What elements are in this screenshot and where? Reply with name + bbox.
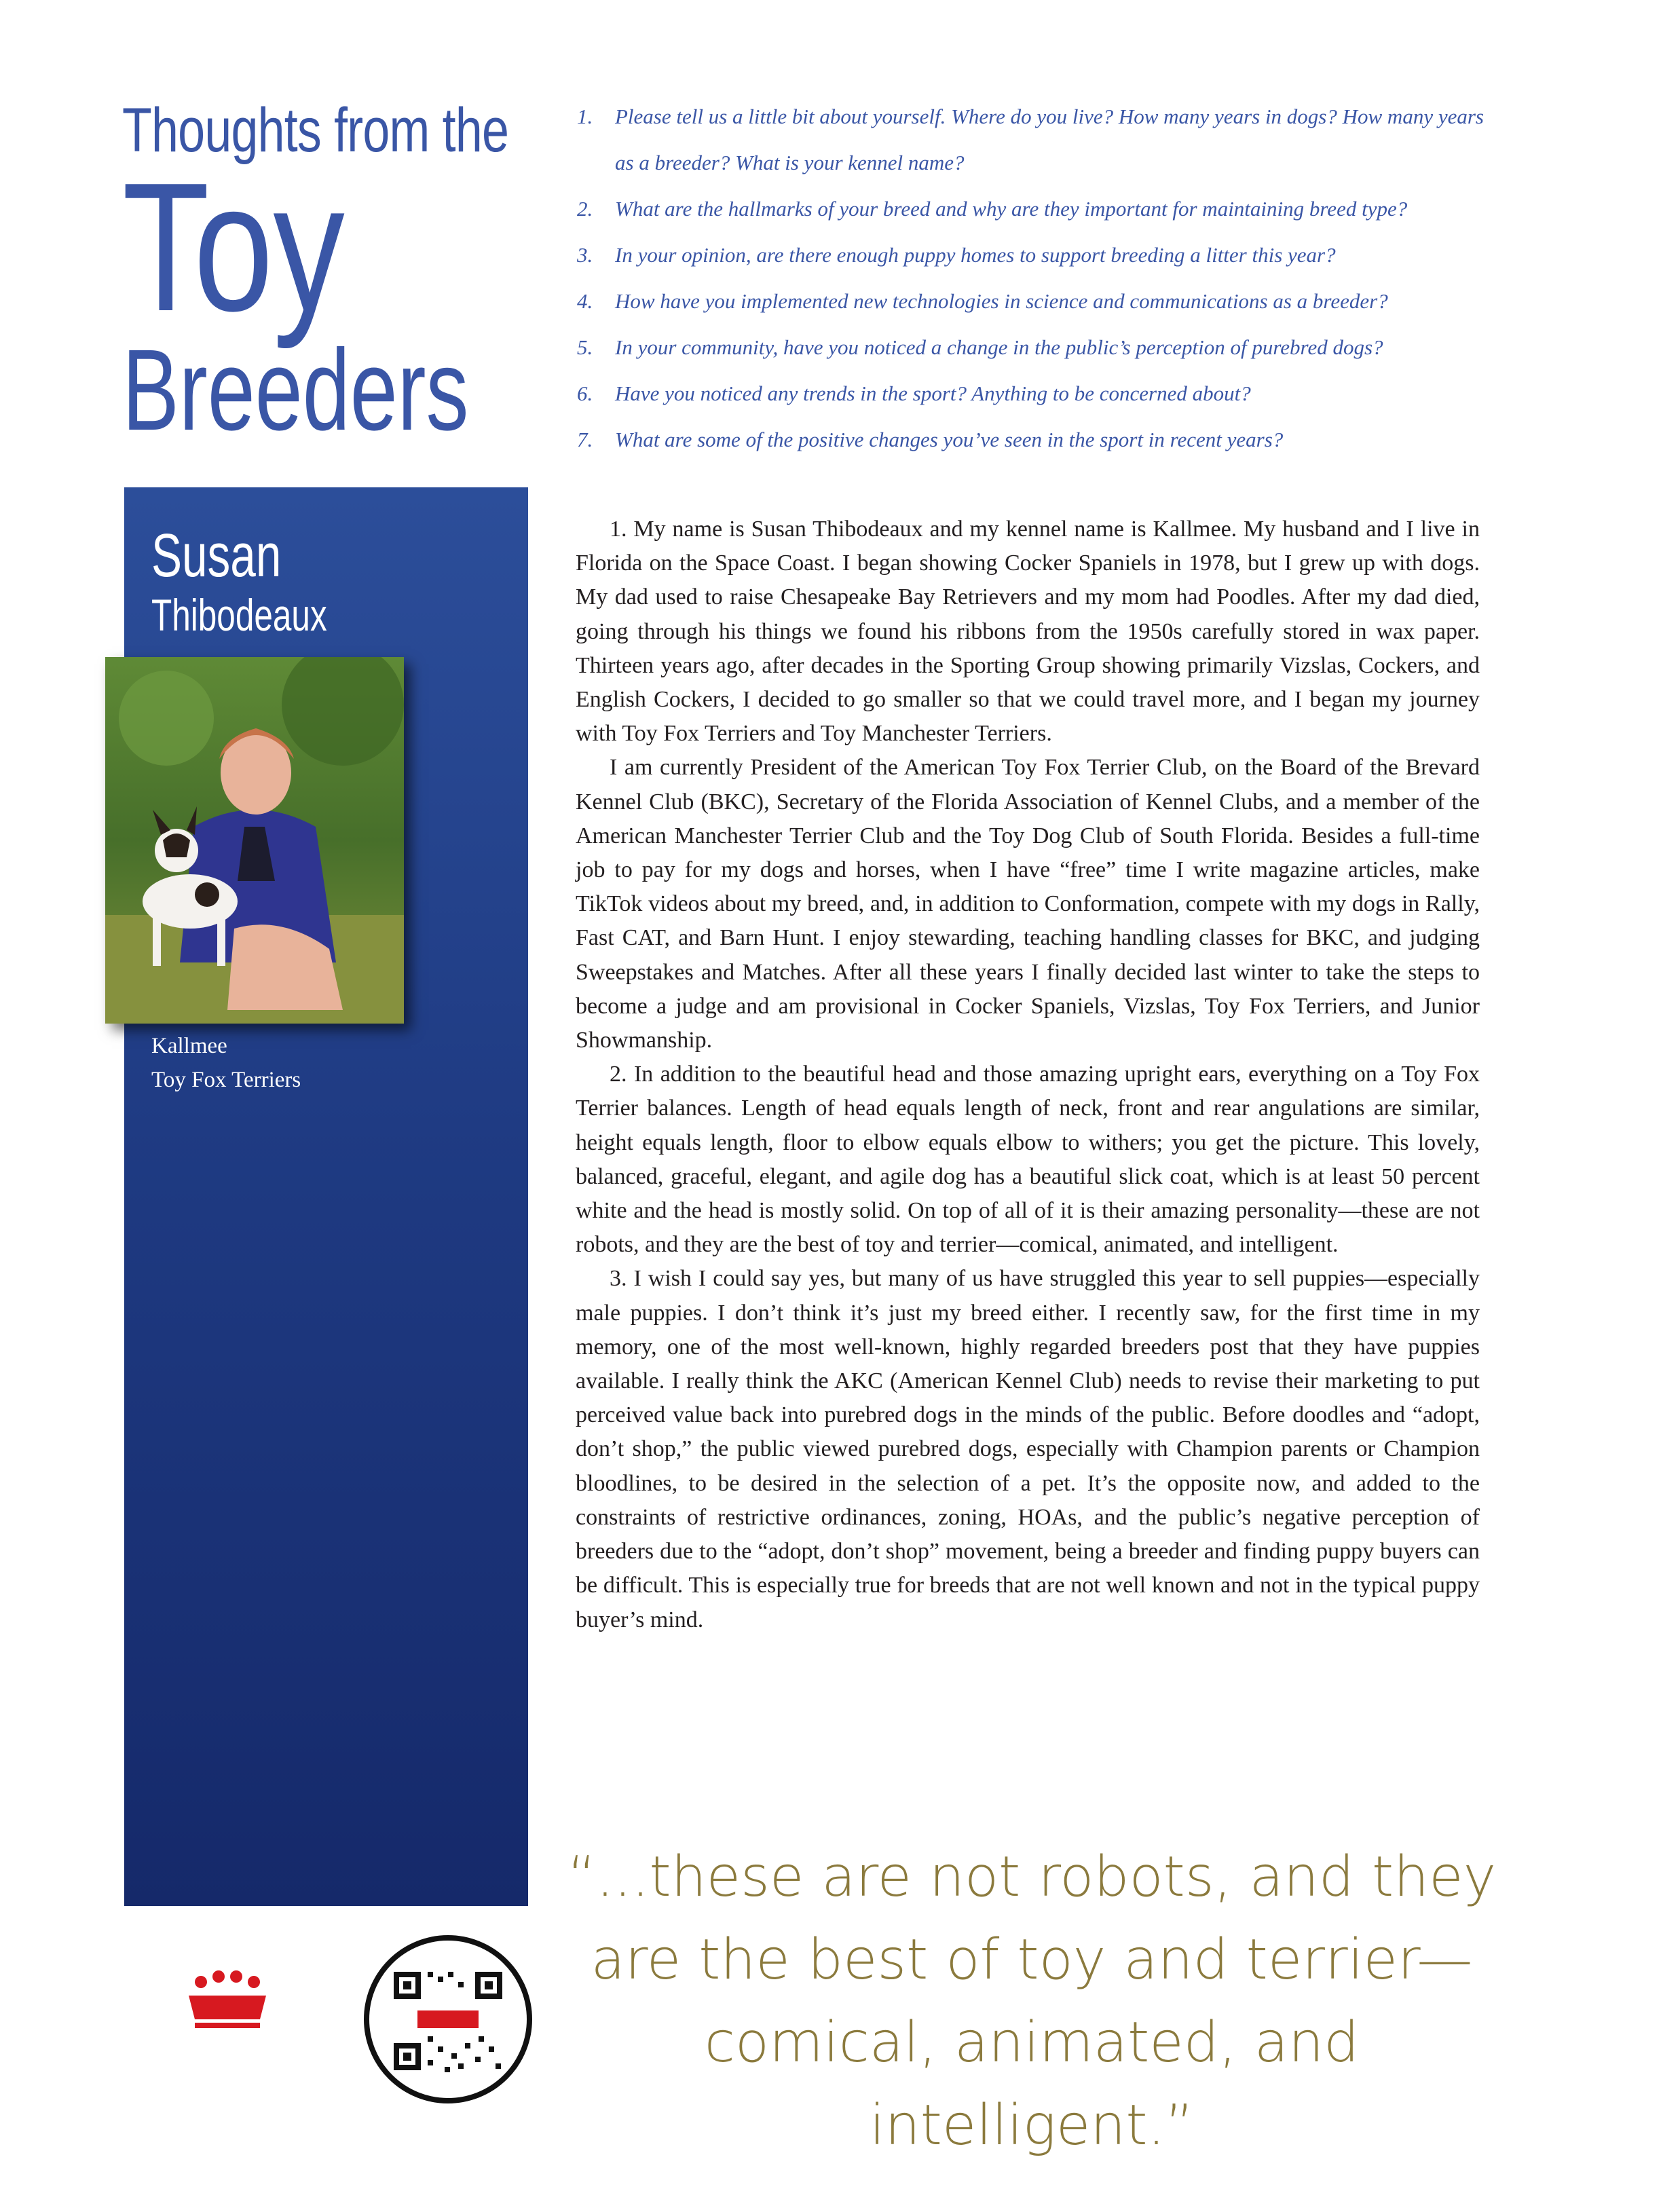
question-text: How have you implemented new technologies in science and communications as a breeder? [615,289,1388,313]
article-paragraph: I am currently President of the American Toy Fox Terrier Club, on the Board of the Brevard Kennel Club (BKC), Secretary of the Florida Association of Kennel Clubs, and a member of the American Manchester Terrier Club and the Toy Dog Club of South Florida. Besides a full-time job to pay for my dogs and horses, when I have “free” time I write magazine articles, make TikTok videos about my breed, and, in addition to Conformation, compete with my dogs in Rally, Fast CAT, and Barn Hunt. I enjoy stewarding, teaching handling classes for BKC, and judging Sweepstakes and Matches. After all these years I finally decided last winter to take the steps to become a judge and am provisional in Cocker Spaniels, Vizslas, Toy Fox Terriers, and Junior Showmanship. [576,755,1480,1053]
question-item [577,232,1487,278]
question-text: In your community, have you noticed a change in the public’s perception of purebred dogs? [615,335,1383,359]
question-item [577,324,1487,371]
question-number: 6. [577,381,593,405]
question-number: 5. [577,335,593,359]
questions-list [577,94,1487,463]
question-text: What are the hallmarks of your breed and why are they important for maintaining breed type? [615,197,1408,221]
title-line-2: Toy [122,145,345,350]
pull-quote [557,1836,1507,2167]
article-paragraph: 1. My name is Susan Thibodeaux and my kennel name is Kallmee. My husband and I live in Florida on the Space Coast. I began showing Cocker Spaniels in 1978, but I grew up with dogs. My dad used to raise Chesapeake Bay Retrievers and my mom had Poodles. After my dad died, going through his things we found his ribbons from the 1950s carefully stored in wax paper. Thirteen years ago, after decades in the Sporting Group showing primarily Vizslas, Cockers, and English Cockers, I decided to go smaller so that we could travel more, and I began my journey with Toy Fox Terriers and Toy Manchester Terriers. [576,517,1480,747]
article-paragraph: 2. In addition to the beautiful head and those amazing upright ears, everything on a Toy Fox Terrier balances. Length of head equals length of neck, front and rear angulations are similar, height equals length, floor to elbow equals elbow to withers; you get the picture. This lovely, balanced, graceful, elegant, and agile dog has a beautiful slick coat, which is at least 50 percent white and the head is mostly solid. On top of all of it is their amazing personality—these are not robots, and they are the best of toy and terrier—comical, animated, and intelligent. [576,1062,1480,1258]
question-item [577,186,1487,232]
question-item [577,94,1487,186]
question-text: In your opinion, are there enough puppy homes to support breeding a litter this year? [615,243,1336,267]
pull-quote-line: are the best of toy and terrier— [591,1928,1473,1992]
question-number: 4. [577,289,593,313]
breeder-photo [105,657,404,1024]
breeder-first-name: Susan [151,522,282,590]
pull-quote-line: “...these are not robots, and they [567,1845,1497,1909]
royal-canin-logo[interactable] [121,1968,338,2080]
pull-quote-line: comical, animated, and intelligent.” [704,2010,1360,2158]
qr-code[interactable] [363,1934,533,2104]
question-text: Please tell us a little bit about yourself. Where do you live? How many years in dogs? How many years as a breeder? What is your kennel name? [615,105,1484,174]
article-body [576,512,1480,1637]
question-item [577,417,1487,463]
kennel-name: Kallmee [151,1034,227,1058]
question-item [577,371,1487,417]
question-item [577,278,1487,324]
question-number: 3. [577,243,593,267]
title-line-1: Thoughts from the [122,96,509,165]
title-line-3: Breeders [122,326,469,455]
kennel-breed: Toy Fox Terriers [151,1068,301,1092]
kennel-info [151,1029,301,1097]
question-text: Have you noticed any trends in the sport? Anything to be concerned about? [615,381,1251,405]
breeder-last-name: Thibodeaux [151,590,327,640]
question-number: 1. [577,105,593,128]
profile-sidebar [124,487,528,1906]
article-paragraph: 3. I wish I could say yes, but many of us have struggled this year to sell puppies—especially male puppies. I don’t think it’s just my breed either. I recently saw, for the first time in my memory, one of the most well-known, highly regarded breeders post that they have puppies available. I really think the AKC (American Kennel Club) needs to revise their marketing to put perceived value back into purebred dogs in the minds of the public. Before doodles and “adopt, don’t shop,” the public viewed purebred dogs, especially with Champion parents or Champion bloodlines, to be desired in the selection of a pet. It’s the opposite now, and added to the constraints of restrictive ordinances, zoning, HOAs, and the public’s negative perception of breeders due to the “adopt, don’t shop” movement, being a breeder and finding puppy buyers can be difficult. This is especially true for breeds that are not well known and not in the typical puppy buyer’s mind. [576,1266,1480,1632]
question-number: 2. [577,197,593,221]
question-text: What are some of the positive changes you’ve seen in the sport in recent years? [615,428,1284,451]
question-number: 7. [577,428,593,451]
